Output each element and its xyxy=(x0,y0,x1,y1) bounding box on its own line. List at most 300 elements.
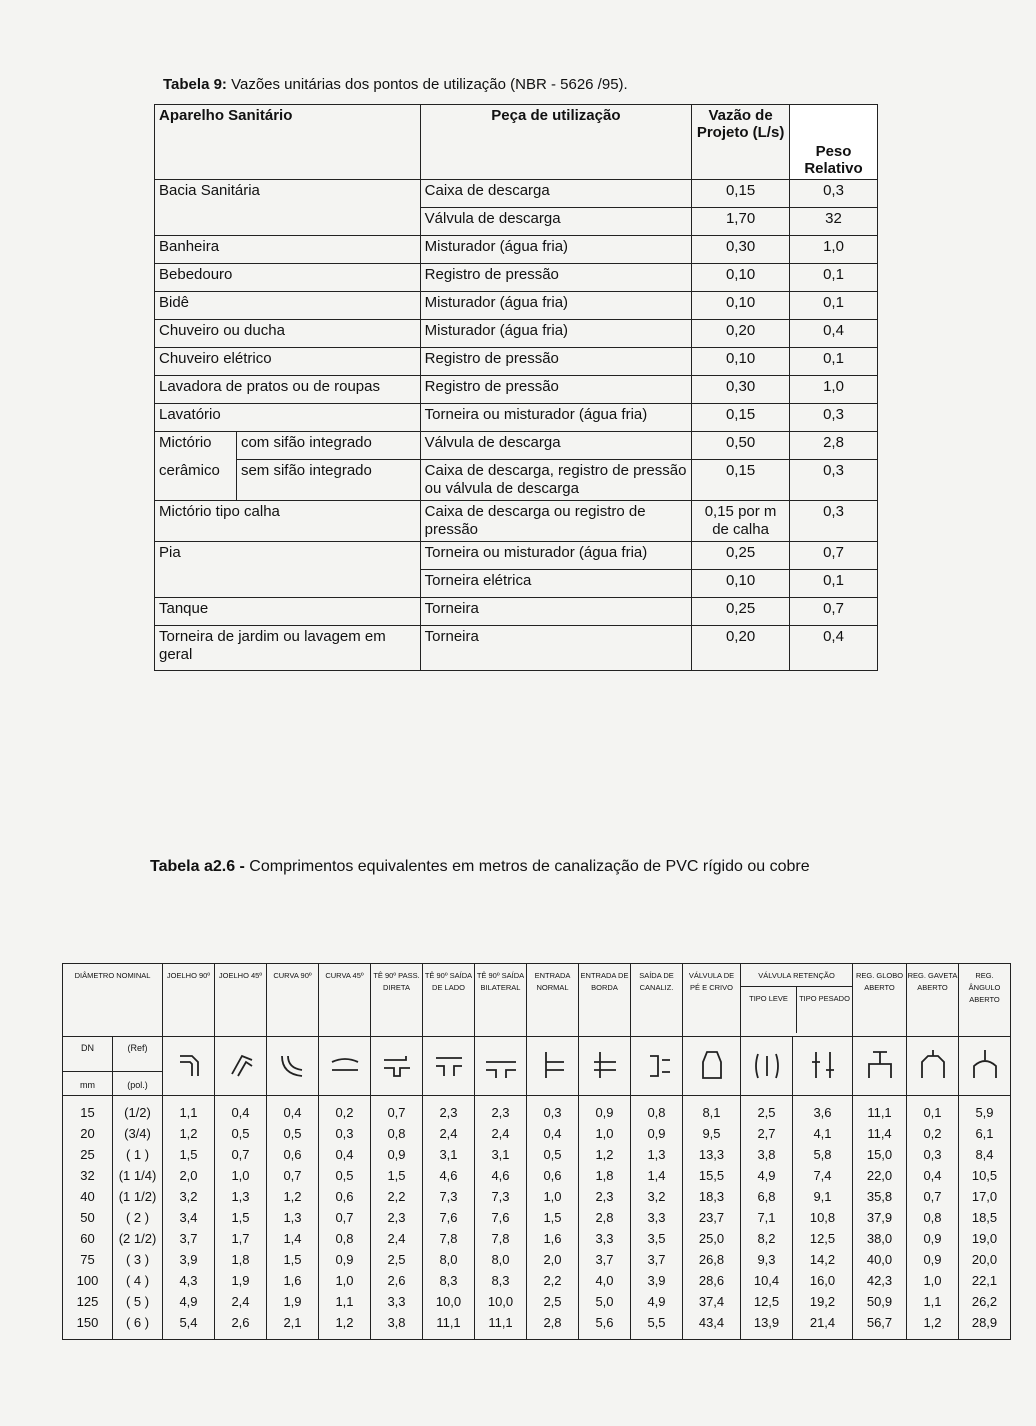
value-cell: 12,5 xyxy=(793,1228,853,1249)
table-row xyxy=(155,376,878,404)
dn-pol-cell: (1 1/4) xyxy=(113,1165,163,1186)
vazao-cell: 0,10 xyxy=(692,264,790,292)
value-cell: 0,4 xyxy=(267,1096,319,1124)
value-cell: 2,5 xyxy=(741,1096,793,1124)
entry-edge-icon xyxy=(588,1048,622,1082)
header-aparelho: Aparelho Sanitário xyxy=(155,105,421,180)
vazao-cell: 0,15 por m de calha xyxy=(692,501,790,542)
value-cell: 40,0 xyxy=(853,1249,907,1270)
table-row xyxy=(155,404,878,432)
value-cell: 1,2 xyxy=(163,1123,215,1144)
value-cell: 0,7 xyxy=(215,1144,267,1165)
dn-pol-cell: ( 1 ) xyxy=(113,1144,163,1165)
aparelho-cell: Bidê xyxy=(155,292,421,320)
value-cell: 10,8 xyxy=(793,1207,853,1228)
value-cell: 3,3 xyxy=(631,1207,683,1228)
column-header: REG. GAVETA ABERTO xyxy=(907,964,959,1037)
value-cell: 0,5 xyxy=(319,1165,371,1186)
check-valve-light-icon xyxy=(750,1048,784,1082)
value-cell: 7,6 xyxy=(423,1207,475,1228)
value-cell: 3,4 xyxy=(163,1207,215,1228)
table1-header-row xyxy=(155,105,878,180)
dn-label: DN xyxy=(81,1042,94,1053)
vazao-cell: 0,10 xyxy=(692,292,790,320)
value-cell: 28,6 xyxy=(683,1270,741,1291)
value-cell: 17,0 xyxy=(959,1186,1011,1207)
value-cell: 43,4 xyxy=(683,1312,741,1340)
value-cell: 37,9 xyxy=(853,1207,907,1228)
value-cell: 10,5 xyxy=(959,1165,1011,1186)
dn-mm-cell: 60 xyxy=(63,1228,113,1249)
icon-cell xyxy=(959,1037,1011,1096)
table-row xyxy=(63,1249,1011,1270)
table-vazoes xyxy=(154,104,878,671)
value-cell: 1,0 xyxy=(527,1186,579,1207)
value-cell: 2,5 xyxy=(371,1249,423,1270)
dn-pol-cell: (3/4) xyxy=(113,1123,163,1144)
value-cell: 1,2 xyxy=(579,1144,631,1165)
value-cell: 2,3 xyxy=(371,1207,423,1228)
peca-cell: Misturador (água fria) xyxy=(420,320,691,348)
aparelho-cell: Bacia Sanitária xyxy=(155,180,421,236)
value-cell: 0,7 xyxy=(371,1096,423,1124)
value-cell: 0,9 xyxy=(319,1249,371,1270)
value-cell: 0,6 xyxy=(319,1186,371,1207)
column-header: ENTRADA DE BORDA xyxy=(579,964,631,1037)
value-cell: 11,1 xyxy=(423,1312,475,1340)
aparelho-subtype-cell: sem sifão integrado xyxy=(236,460,420,501)
table-row xyxy=(155,542,878,570)
vazao-cell: 0,10 xyxy=(692,570,790,598)
dn-pol-cell: (1 1/2) xyxy=(113,1186,163,1207)
icon-cell xyxy=(631,1037,683,1096)
value-cell: 1,5 xyxy=(163,1144,215,1165)
vazao-cell: 0,15 xyxy=(692,180,790,208)
peca-cell: Caixa de descarga, registro de pressão ou válvula de descarga xyxy=(420,460,691,501)
value-cell: 16,0 xyxy=(793,1270,853,1291)
peca-cell: Caixa de descarga xyxy=(420,180,691,208)
value-cell: 1,3 xyxy=(215,1186,267,1207)
value-cell: 10,0 xyxy=(475,1291,527,1312)
vazao-cell: 0,30 xyxy=(692,376,790,404)
table-row xyxy=(63,1144,1011,1165)
value-cell: 3,3 xyxy=(371,1291,423,1312)
value-cell: 1,9 xyxy=(267,1291,319,1312)
value-cell: 3,1 xyxy=(423,1144,475,1165)
dn-pol-cell: (2 1/2) xyxy=(113,1228,163,1249)
value-cell: 1,3 xyxy=(631,1144,683,1165)
value-cell: 8,3 xyxy=(475,1270,527,1291)
value-cell: 7,3 xyxy=(423,1186,475,1207)
value-cell: 11,4 xyxy=(853,1123,907,1144)
column-header: CURVA 90º xyxy=(267,964,319,1037)
header-peca: Peça de utilização xyxy=(420,105,691,180)
value-cell: 3,7 xyxy=(579,1249,631,1270)
aparelho-cell: Tanque xyxy=(155,598,421,626)
dn-pol-cell: ( 5 ) xyxy=(113,1291,163,1312)
aparelho-cell: Chuveiro ou ducha xyxy=(155,320,421,348)
value-cell: 23,7 xyxy=(683,1207,741,1228)
value-cell: 3,8 xyxy=(741,1144,793,1165)
vazao-cell: 0,25 xyxy=(692,542,790,570)
peca-cell: Torneira elétrica xyxy=(420,570,691,598)
value-cell: 1,5 xyxy=(371,1165,423,1186)
value-cell: 13,9 xyxy=(741,1312,793,1340)
value-cell: 1,4 xyxy=(631,1165,683,1186)
value-cell: 1,9 xyxy=(215,1270,267,1291)
icon-cell xyxy=(741,1037,793,1096)
value-cell: 6,8 xyxy=(741,1186,793,1207)
value-cell: 0,8 xyxy=(907,1207,959,1228)
value-cell: 11,1 xyxy=(853,1096,907,1124)
value-cell: 12,5 xyxy=(741,1291,793,1312)
icon-cell xyxy=(907,1037,959,1096)
value-cell: 2,4 xyxy=(371,1228,423,1249)
value-cell: 8,0 xyxy=(475,1249,527,1270)
table2-header-row xyxy=(63,964,1011,1037)
value-cell: 11,1 xyxy=(475,1312,527,1340)
aparelho-cell: Bebedouro xyxy=(155,264,421,292)
peca-cell: Misturador (água fria) xyxy=(420,292,691,320)
value-cell: 1,2 xyxy=(319,1312,371,1340)
vazao-cell: 0,15 xyxy=(692,404,790,432)
value-cell: 4,0 xyxy=(579,1270,631,1291)
dn-mm-cell: 32 xyxy=(63,1165,113,1186)
value-cell: 18,3 xyxy=(683,1186,741,1207)
value-cell: 2,3 xyxy=(423,1096,475,1124)
value-cell: 0,2 xyxy=(319,1096,371,1124)
value-cell: 0,5 xyxy=(527,1144,579,1165)
value-cell: 5,6 xyxy=(579,1312,631,1340)
value-cell: 0,4 xyxy=(215,1096,267,1124)
mictorio-label-cell xyxy=(155,432,237,501)
peso-cell: 0,3 xyxy=(790,180,878,208)
table-row xyxy=(155,236,878,264)
angle-valve-icon xyxy=(968,1048,1002,1082)
table-row xyxy=(155,264,878,292)
value-cell: 1,3 xyxy=(267,1207,319,1228)
peca-cell: Válvula de descarga xyxy=(420,208,691,236)
value-cell: 2,4 xyxy=(423,1123,475,1144)
header-vazao: Vazão de Projeto (L/s) xyxy=(692,105,790,180)
value-cell: 2,3 xyxy=(579,1186,631,1207)
aparelho-cell: Mictório tipo calha xyxy=(155,501,421,542)
peca-cell: Registro de pressão xyxy=(420,348,691,376)
value-cell: 0,7 xyxy=(907,1186,959,1207)
foot-valve-icon xyxy=(695,1048,729,1082)
peca-cell: Torneira ou misturador (água fria) xyxy=(420,404,691,432)
header-peso: Peso Relativo xyxy=(790,105,878,180)
peso-cell: 32 xyxy=(790,208,878,236)
value-cell: 0,7 xyxy=(267,1165,319,1186)
vazao-cell: 0,30 xyxy=(692,236,790,264)
value-cell: 3,8 xyxy=(371,1312,423,1340)
leve-label: TIPO LEVE xyxy=(741,987,797,1033)
table1-caption-text: Vazões unitárias dos pontos de utilização (NBR - 5626 /95). xyxy=(226,76,628,93)
column-header: CURVA 45º xyxy=(319,964,371,1037)
value-cell: 0,8 xyxy=(371,1123,423,1144)
value-cell: 6,1 xyxy=(959,1123,1011,1144)
ref-label-cell xyxy=(113,1037,163,1096)
icon-cell xyxy=(371,1037,423,1096)
value-cell: 10,4 xyxy=(741,1270,793,1291)
dn-mm-cell: 75 xyxy=(63,1249,113,1270)
value-cell: 0,4 xyxy=(527,1123,579,1144)
value-cell: 0,7 xyxy=(319,1207,371,1228)
value-cell: 2,0 xyxy=(527,1249,579,1270)
value-cell: 15,0 xyxy=(853,1144,907,1165)
aparelho-cell: Lavadora de pratos ou de roupas xyxy=(155,376,421,404)
value-cell: 4,6 xyxy=(475,1165,527,1186)
aparelho-cell: Chuveiro elétrico xyxy=(155,348,421,376)
dn-pol-cell: ( 2 ) xyxy=(113,1207,163,1228)
value-cell: 5,8 xyxy=(793,1144,853,1165)
value-cell: 7,1 xyxy=(741,1207,793,1228)
value-cell: 20,0 xyxy=(959,1249,1011,1270)
value-cell: 5,5 xyxy=(631,1312,683,1340)
value-cell: 18,5 xyxy=(959,1207,1011,1228)
peso-cell: 1,0 xyxy=(790,376,878,404)
dn-mm-cell: 40 xyxy=(63,1186,113,1207)
tee-straight-icon xyxy=(380,1048,414,1082)
peca-cell: Torneira xyxy=(420,598,691,626)
value-cell: 0,5 xyxy=(215,1123,267,1144)
column-header: REG. GLOBO ABERTO xyxy=(853,964,907,1037)
value-cell: 1,5 xyxy=(527,1207,579,1228)
value-cell: 3,9 xyxy=(163,1249,215,1270)
vazao-cell: 0,10 xyxy=(692,348,790,376)
peca-cell: Registro de pressão xyxy=(420,264,691,292)
tee-bilateral-icon xyxy=(484,1048,518,1082)
value-cell: 1,2 xyxy=(267,1186,319,1207)
curve-90-icon xyxy=(276,1048,310,1082)
column-header: ENTRADA NORMAL xyxy=(527,964,579,1037)
value-cell: 0,3 xyxy=(907,1144,959,1165)
vazao-cell: 1,70 xyxy=(692,208,790,236)
table-row xyxy=(63,1207,1011,1228)
value-cell: 1,7 xyxy=(215,1228,267,1249)
value-cell: 8,1 xyxy=(683,1096,741,1124)
peso-cell: 0,1 xyxy=(790,570,878,598)
value-cell: 1,0 xyxy=(319,1270,371,1291)
peca-cell: Torneira ou misturador (água fria) xyxy=(420,542,691,570)
peso-cell: 0,1 xyxy=(790,292,878,320)
value-cell: 0,4 xyxy=(319,1144,371,1165)
value-cell: 10,0 xyxy=(423,1291,475,1312)
value-cell: 1,1 xyxy=(907,1291,959,1312)
column-header: JOELHO 45º xyxy=(215,964,267,1037)
aparelho-cell: Lavatório xyxy=(155,404,421,432)
peso-cell: 0,7 xyxy=(790,542,878,570)
aparelho-cell: Banheira xyxy=(155,236,421,264)
value-cell: 3,7 xyxy=(631,1249,683,1270)
table-row xyxy=(155,432,878,460)
table-row xyxy=(155,460,878,501)
peso-cell: 0,3 xyxy=(790,404,878,432)
column-header: SAÍDA DE CANALIZ. xyxy=(631,964,683,1037)
value-cell: 28,9 xyxy=(959,1312,1011,1340)
peso-cell: 0,7 xyxy=(790,598,878,626)
table-row xyxy=(63,1123,1011,1144)
value-cell: 2,2 xyxy=(527,1270,579,1291)
check-valve-heavy-icon xyxy=(806,1048,840,1082)
value-cell: 7,4 xyxy=(793,1165,853,1186)
value-cell: 4,9 xyxy=(631,1291,683,1312)
table2-icon-row xyxy=(63,1037,1011,1096)
table-row xyxy=(155,320,878,348)
table2-caption-text: Comprimentos equivalentes em metros de canalização de PVC rígido ou cobre xyxy=(244,858,810,875)
value-cell: 0,5 xyxy=(267,1123,319,1144)
value-cell: 14,2 xyxy=(793,1249,853,1270)
value-cell: 3,9 xyxy=(631,1270,683,1291)
peca-cell: Misturador (água fria) xyxy=(420,236,691,264)
table1-caption-label: Tabela 9: xyxy=(163,76,227,93)
peca-cell: Torneira xyxy=(420,626,691,671)
value-cell: 0,4 xyxy=(907,1165,959,1186)
table1-caption xyxy=(163,76,628,93)
dn-mm-cell: 25 xyxy=(63,1144,113,1165)
value-cell: 2,6 xyxy=(371,1270,423,1291)
value-cell: 42,3 xyxy=(853,1270,907,1291)
value-cell: 3,7 xyxy=(163,1228,215,1249)
value-cell: 1,5 xyxy=(215,1207,267,1228)
table-row xyxy=(155,348,878,376)
value-cell: 0,1 xyxy=(907,1096,959,1124)
icon-cell xyxy=(579,1037,631,1096)
value-cell: 9,5 xyxy=(683,1123,741,1144)
icon-cell xyxy=(853,1037,907,1096)
value-cell: 2,5 xyxy=(527,1291,579,1312)
value-cell: 2,4 xyxy=(215,1291,267,1312)
value-cell: 1,6 xyxy=(527,1228,579,1249)
icon-cell xyxy=(793,1037,853,1096)
value-cell: 0,3 xyxy=(319,1123,371,1144)
value-cell: 0,9 xyxy=(907,1228,959,1249)
value-cell: 3,1 xyxy=(475,1144,527,1165)
dn-mm-cell: 20 xyxy=(63,1123,113,1144)
table-row xyxy=(155,292,878,320)
value-cell: 19,0 xyxy=(959,1228,1011,1249)
retencao-label: VÁLVULA RETENÇÃO xyxy=(741,964,852,987)
pol-label: (pol.) xyxy=(113,1071,162,1090)
value-cell: 0,9 xyxy=(371,1144,423,1165)
value-cell: 4,1 xyxy=(793,1123,853,1144)
pipe-exit-icon xyxy=(640,1048,674,1082)
value-cell: 4,3 xyxy=(163,1270,215,1291)
dn-pol-cell: ( 6 ) xyxy=(113,1312,163,1340)
value-cell: 4,9 xyxy=(163,1291,215,1312)
table-row xyxy=(63,1165,1011,1186)
table-row xyxy=(63,1312,1011,1340)
value-cell: 2,1 xyxy=(267,1312,319,1340)
mictorio-label: Mictório xyxy=(159,434,212,451)
value-cell: 2,7 xyxy=(741,1123,793,1144)
vazao-cell: 0,20 xyxy=(692,626,790,671)
icon-cell xyxy=(267,1037,319,1096)
value-cell: 15,5 xyxy=(683,1165,741,1186)
value-cell: 50,9 xyxy=(853,1291,907,1312)
peso-cell: 2,8 xyxy=(790,432,878,460)
gate-valve-icon xyxy=(916,1048,950,1082)
value-cell: 2,4 xyxy=(475,1123,527,1144)
table-row xyxy=(155,598,878,626)
ref-label: (Ref) xyxy=(127,1042,148,1053)
vazao-cell: 0,25 xyxy=(692,598,790,626)
peso-cell: 0,1 xyxy=(790,348,878,376)
icon-cell xyxy=(319,1037,371,1096)
value-cell: 1,1 xyxy=(163,1096,215,1124)
column-header: TÊ 90º SAÍDA BILATERAL xyxy=(475,964,527,1037)
peso-cell: 0,4 xyxy=(790,320,878,348)
value-cell: 1,5 xyxy=(267,1249,319,1270)
value-cell: 56,7 xyxy=(853,1312,907,1340)
icon-cell xyxy=(163,1037,215,1096)
table2-caption xyxy=(150,858,810,876)
aparelho-cell: Torneira de jardim ou lavagem em geral xyxy=(155,626,421,671)
entry-normal-icon xyxy=(536,1048,570,1082)
value-cell: 8,4 xyxy=(959,1144,1011,1165)
value-cell: 0,2 xyxy=(907,1123,959,1144)
value-cell: 0,8 xyxy=(631,1096,683,1124)
ceramico-label: cerâmico xyxy=(159,462,220,479)
value-cell: 0,8 xyxy=(319,1228,371,1249)
value-cell: 5,9 xyxy=(959,1096,1011,1124)
peso-cell: 0,4 xyxy=(790,626,878,671)
vazao-cell: 0,20 xyxy=(692,320,790,348)
value-cell: 8,2 xyxy=(741,1228,793,1249)
value-cell: 2,6 xyxy=(215,1312,267,1340)
value-cell: 2,2 xyxy=(371,1186,423,1207)
value-cell: 1,0 xyxy=(215,1165,267,1186)
value-cell: 26,2 xyxy=(959,1291,1011,1312)
value-cell: 21,4 xyxy=(793,1312,853,1340)
value-cell: 9,3 xyxy=(741,1249,793,1270)
value-cell: 3,5 xyxy=(631,1228,683,1249)
peso-cell: 1,0 xyxy=(790,236,878,264)
value-cell: 0,9 xyxy=(579,1096,631,1124)
vazao-cell: 0,15 xyxy=(692,460,790,501)
value-cell: 2,0 xyxy=(163,1165,215,1186)
column-header: VÁLVULA DE PÉ E CRIVO xyxy=(683,964,741,1037)
value-cell: 0,6 xyxy=(527,1165,579,1186)
value-cell: 3,3 xyxy=(579,1228,631,1249)
value-cell: 1,8 xyxy=(579,1165,631,1186)
value-cell: 1,0 xyxy=(907,1270,959,1291)
value-cell: 26,8 xyxy=(683,1249,741,1270)
table-row xyxy=(63,1186,1011,1207)
vazao-cell: 0,50 xyxy=(692,432,790,460)
value-cell: 7,3 xyxy=(475,1186,527,1207)
value-cell: 2,8 xyxy=(527,1312,579,1340)
column-header: REG. ÂNGULO ABERTO xyxy=(959,964,1011,1037)
icon-cell xyxy=(683,1037,741,1096)
column-header: TÊ 90º SAÍDA DE LADO xyxy=(423,964,475,1037)
peca-cell: Registro de pressão xyxy=(420,376,691,404)
aparelho-subtype-cell: com sifão integrado xyxy=(236,432,420,460)
value-cell: 22,1 xyxy=(959,1270,1011,1291)
value-cell: 8,3 xyxy=(423,1270,475,1291)
value-cell: 1,1 xyxy=(319,1291,371,1312)
table-row xyxy=(63,1096,1011,1124)
value-cell: 13,3 xyxy=(683,1144,741,1165)
value-cell: 4,9 xyxy=(741,1165,793,1186)
value-cell: 8,0 xyxy=(423,1249,475,1270)
table-row xyxy=(155,180,878,208)
value-cell: 5,4 xyxy=(163,1312,215,1340)
header-diametro: DIÂMETRO NOMINAL xyxy=(63,964,163,1037)
value-cell: 38,0 xyxy=(853,1228,907,1249)
value-cell: 1,8 xyxy=(215,1249,267,1270)
